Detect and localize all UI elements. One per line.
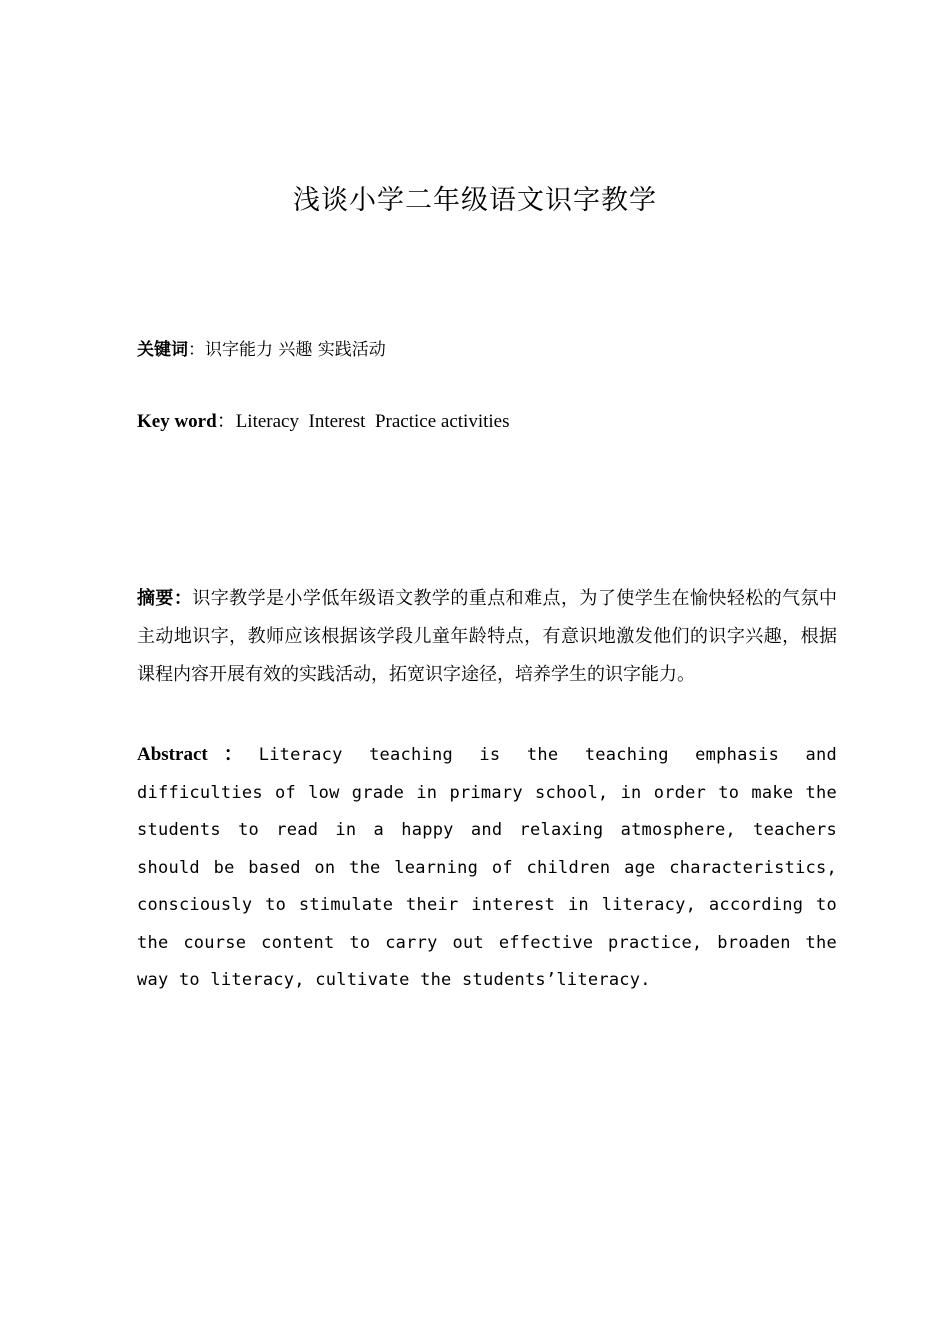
- abstract-cn-text: 识字教学是小学低年级语文教学的重点和难点，为了使学生在愉快轻松的气氛中主动地识字，教师应该根据该学段儿童年龄特点，有意识地激发他们的识字兴趣，根据课程内容开展有效的实践活动，拓宽识字途径，培养学生的识字能力。: [137, 588, 838, 685]
- abstract-cn: [137, 580, 837, 694]
- abstract-en-label: Abstract：: [137, 744, 259, 765]
- keywords-en-separator: ：: [216, 411, 236, 432]
- keywords-en-value: Literacy Interest Practice activities: [235, 411, 510, 432]
- abstract-en-text: Literacy teaching is the teaching emphasis and difficulties of low grade in primary school, in order to make the students to read in a happy and relaxing atmosphere, teachers should be based on the learning of children age characteristics, consciously to stimulate their interest in literacy, according to the course content to carry out effective practice, broaden the way to literacy, cultivate the students’literacy.: [137, 745, 837, 990]
- keywords-cn-separator: ：: [188, 340, 205, 360]
- keywords-cn-value: 识字能力 兴趣 实践活动: [205, 340, 386, 360]
- abstract-en: [137, 736, 837, 1000]
- keywords-cn: [137, 335, 837, 360]
- keywords-en: [137, 406, 837, 433]
- abstract-cn-label: 摘要：: [137, 588, 193, 609]
- keywords-cn-label: 关键词: [137, 340, 188, 360]
- paper-title: 浅谈小学二年级语文识字教学: [293, 185, 657, 216]
- keywords-en-label: Key word: [137, 411, 217, 432]
